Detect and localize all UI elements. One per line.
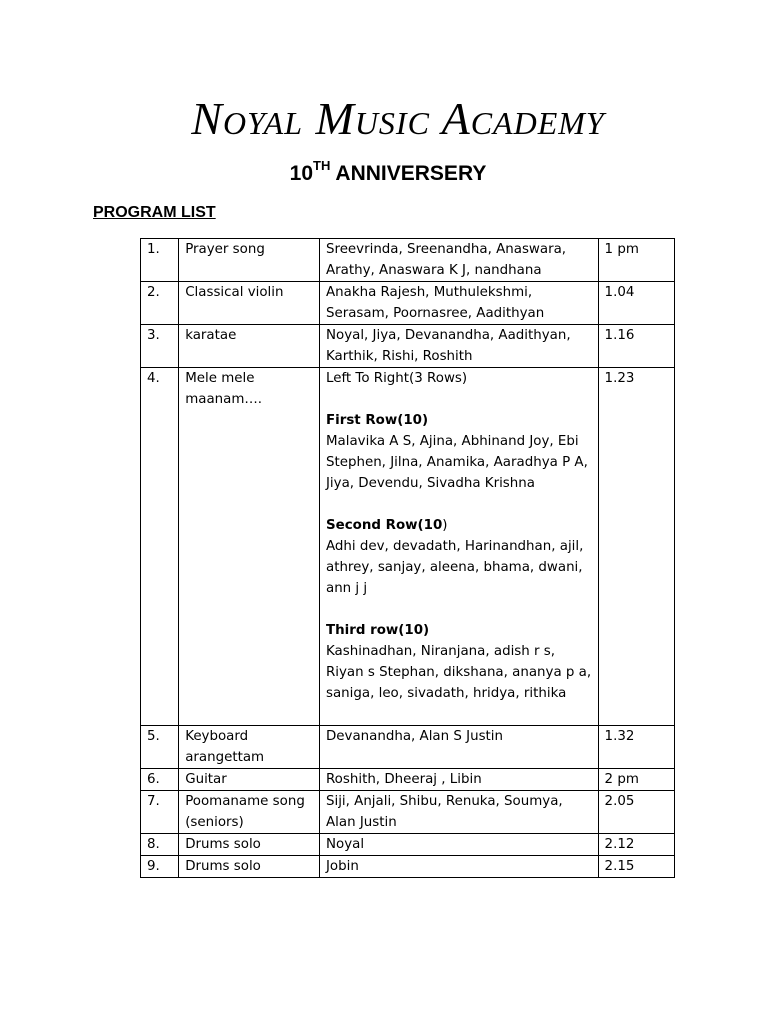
section-heading: PROGRAM LIST — [93, 204, 216, 221]
program-time: 2.12 — [598, 834, 674, 856]
program-name: Keyboard arangettam — [179, 726, 320, 769]
table-row — [141, 791, 675, 834]
participants: Anakha Rajesh, Muthulekshmi, Serasam, Poornasree, Aadithyan — [319, 282, 598, 325]
second-row-heading: Second Row(10 — [325, 518, 443, 533]
program-time: 1 pm — [598, 239, 674, 282]
third-row-names: Kashinadhan, Niranjana, adish r s, Riyan s Stephan, dikshana, ananya p a, saniga, leo, sivadath, hridya, rithika — [325, 644, 592, 701]
program-name: Mele mele maanam…. — [179, 368, 320, 726]
program-time: 2 pm — [598, 769, 674, 791]
participants: Siji, Anjali, Shibu, Renuka, Soumya, Alan Justin — [319, 791, 598, 834]
program-name: Drums solo — [179, 834, 320, 856]
row-number: 6. — [141, 769, 179, 791]
program-time: 1.16 — [598, 325, 674, 368]
second-row-names: Adhi dev, devadath, Harinandhan, ajil, athrey, sanjay, aleena, bhama, dwani, ann j j — [325, 539, 584, 596]
table-row — [141, 856, 675, 878]
subtitle-superscript: TH — [313, 158, 331, 173]
program-time: 1.23 — [598, 368, 674, 726]
row-number: 4. — [141, 368, 179, 726]
participants: Roshith, Dheeraj , Libin — [319, 769, 598, 791]
table-row — [141, 239, 675, 282]
row-number: 5. — [141, 726, 179, 769]
program-time: 1.32 — [598, 726, 674, 769]
page-title: Noyal Music Academy — [191, 93, 605, 144]
row-number: 7. — [141, 791, 179, 834]
row-number: 3. — [141, 325, 179, 368]
table-row — [141, 368, 675, 726]
subtitle-text: ANNIVERSERY — [330, 162, 487, 185]
row-number: 2. — [141, 282, 179, 325]
subtitle-number: 10 — [289, 162, 314, 185]
program-name: karatae — [179, 325, 320, 368]
table-row — [141, 834, 675, 856]
row-number: 9. — [141, 856, 179, 878]
table-row — [141, 769, 675, 791]
program-time: 2.15 — [598, 856, 674, 878]
program-time: 1.04 — [598, 282, 674, 325]
first-row-heading: First Row(10) — [325, 413, 429, 428]
table-row — [141, 726, 675, 769]
first-row-names: Malavika A S, Ajina, Abhinand Joy, Ebi Stephen, Jilna, Anamika, Aaradhya P A, Jiya, Devendu, Sivadha Krishna — [325, 434, 588, 491]
second-row-heading-line — [326, 515, 592, 536]
program-name: Guitar — [179, 769, 320, 791]
rows-intro: Left To Right(3 Rows) — [325, 371, 468, 386]
table-row — [141, 282, 675, 325]
page-subtitle — [0, 158, 768, 186]
table-row — [141, 325, 675, 368]
participants: Devanandha, Alan S Justin — [319, 726, 598, 769]
participants: Jobin — [319, 856, 598, 878]
program-name: Prayer song — [179, 239, 320, 282]
program-name: Classical violin — [179, 282, 320, 325]
third-row-heading: Third row(10) — [325, 623, 430, 638]
program-table — [140, 238, 675, 878]
participants: Noyal, Jiya, Devanandha, Aadithyan, Karthik, Rishi, Roshith — [319, 325, 598, 368]
program-name: Poomaname song (seniors) — [179, 791, 320, 834]
program-name: Drums solo — [179, 856, 320, 878]
participants: Sreevrinda, Sreenandha, Anaswara, Arathy, Anaswara K J, nandhana — [319, 239, 598, 282]
row-number: 8. — [141, 834, 179, 856]
participants: Noyal — [319, 834, 598, 856]
row-number: 1. — [141, 239, 179, 282]
second-row-heading-end: ) — [442, 518, 448, 533]
program-time: 2.05 — [598, 791, 674, 834]
participants-group — [319, 368, 598, 726]
